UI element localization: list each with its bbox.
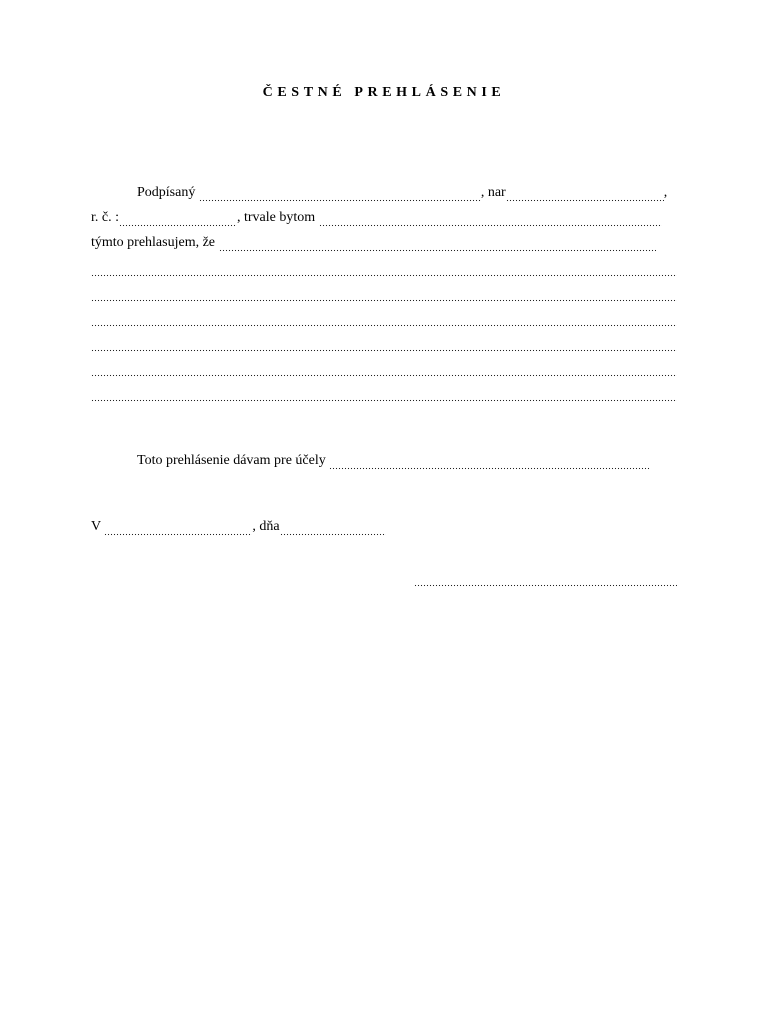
rc-label: r. č. : bbox=[91, 210, 119, 225]
nar-label: , nar bbox=[480, 185, 506, 200]
address-field[interactable] bbox=[319, 213, 662, 227]
declaration-field-3[interactable] bbox=[91, 288, 677, 302]
declaration-line-4 bbox=[91, 309, 677, 327]
line-podpisany bbox=[91, 184, 677, 202]
date-field[interactable] bbox=[280, 522, 386, 536]
line-rodne-cislo bbox=[91, 209, 677, 227]
declaration-line-7 bbox=[91, 384, 677, 402]
line1-end: , bbox=[663, 185, 668, 200]
purpose-label: Toto prehlásenie dávam pre účely bbox=[137, 453, 326, 468]
date-label: , dňa bbox=[252, 519, 280, 534]
declaration-line-5 bbox=[91, 334, 677, 352]
document-title: ČESTNÉ PREHLÁSENIE bbox=[262, 85, 506, 100]
podpisany-label: Podpísaný bbox=[137, 185, 196, 200]
place-field[interactable] bbox=[104, 522, 252, 536]
place-label: V bbox=[91, 519, 101, 534]
declaration-field-2[interactable] bbox=[91, 263, 677, 277]
prehlasujem-label: týmto prehlasujem, že bbox=[91, 235, 216, 250]
declaration-field-4[interactable] bbox=[91, 313, 677, 327]
declaration-line-6 bbox=[91, 359, 677, 377]
rc-field[interactable] bbox=[119, 213, 237, 227]
purpose-field[interactable] bbox=[329, 456, 650, 470]
declaration-field-5[interactable] bbox=[91, 338, 677, 352]
declaration-line-2 bbox=[91, 259, 677, 277]
line-purpose bbox=[91, 452, 677, 470]
line-place-date bbox=[91, 518, 677, 536]
signature-field[interactable] bbox=[414, 573, 677, 587]
declaration-field-6[interactable] bbox=[91, 363, 677, 377]
birthdate-field[interactable] bbox=[506, 188, 664, 202]
declaration-line-3 bbox=[91, 284, 677, 302]
declaration-field-7[interactable] bbox=[91, 388, 677, 402]
line-prehlasujem bbox=[91, 234, 677, 252]
name-field[interactable] bbox=[199, 188, 481, 202]
declaration-field-1[interactable] bbox=[219, 238, 656, 252]
trvale-bytom-label: , trvale bytom bbox=[237, 210, 316, 225]
signature-line bbox=[414, 569, 677, 587]
